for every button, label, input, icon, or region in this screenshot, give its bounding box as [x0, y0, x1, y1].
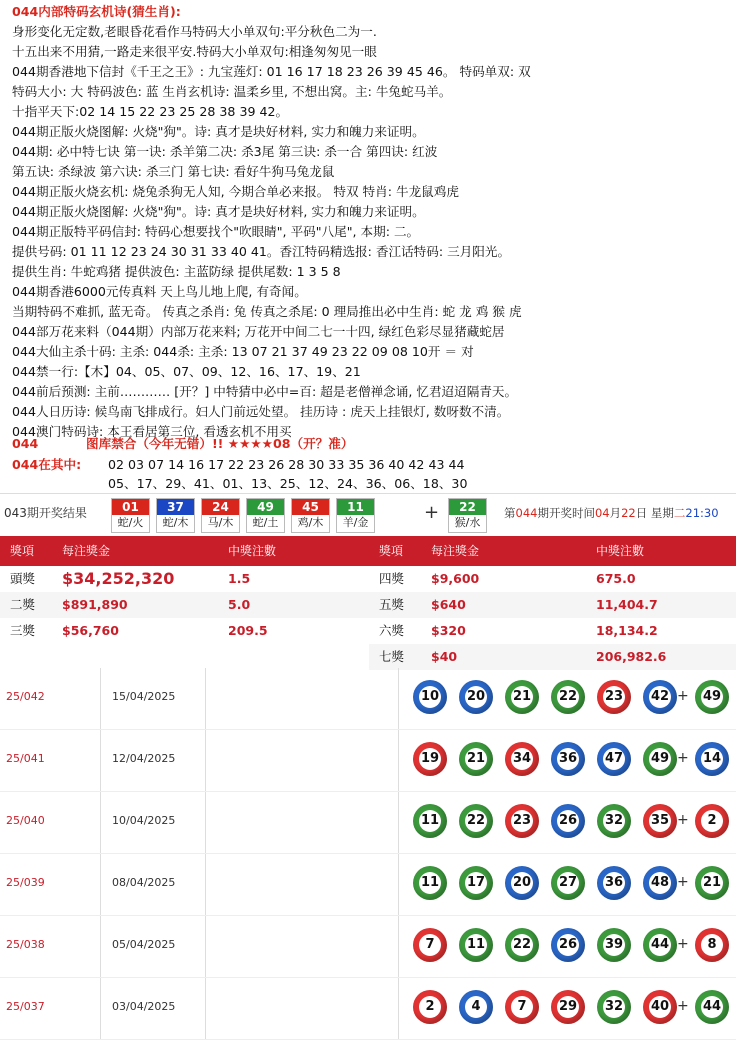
history-row — [0, 792, 736, 854]
poem-line: 提供号码: 01 11 12 23 24 30 31 33 40 41。香江特码精选报: 香江话特码: 三月阳光。 — [12, 244, 511, 259]
special-ball — [695, 990, 729, 1024]
prize-table — [0, 536, 736, 664]
prize-row-left — [0, 566, 377, 592]
ball-zodiac: 鸡/木 — [297, 516, 324, 529]
ball-number: 7 — [419, 934, 441, 956]
column-divider — [205, 668, 206, 730]
prize-count: 18,134.2 — [596, 623, 658, 638]
prize-name: 六獎 — [379, 623, 405, 638]
lottery-ball — [643, 928, 677, 962]
poem-line: 044期香港6000元传真料 天上鸟儿地上爬, 有奇闻。 — [12, 284, 307, 299]
draw-issue: 25/042 — [6, 690, 45, 703]
prize-row-right — [369, 566, 736, 592]
ball-zodiac: 羊/金 — [342, 516, 369, 529]
ball-number: 48 — [649, 872, 671, 894]
ball-number: 29 — [557, 996, 579, 1018]
poem-line: 044部万花来料（044期）内部万花来料; 万花开中间二七一十四, 绿红色彩尽显猪藏蛇居 — [12, 324, 505, 339]
draw-label: 043期开奖结果 — [4, 506, 87, 520]
special-ball — [695, 680, 729, 714]
draw-ball — [111, 498, 150, 533]
prize-name: 四獎 — [379, 571, 405, 586]
lottery-ball — [459, 742, 493, 776]
column-divider — [205, 978, 206, 1040]
prize-header: 獎項 — [379, 544, 404, 558]
poem-line: 提供生肖: 牛蛇鸡猪 提供波色: 主蓝防绿 提供尾数: 1 3 5 8 — [12, 264, 341, 279]
column-divider — [100, 668, 101, 730]
lottery-ball — [459, 804, 493, 838]
prize-row-right — [369, 644, 736, 670]
prize-count: 206,982.6 — [596, 649, 667, 664]
ball-number: 35 — [649, 810, 671, 832]
poem-line: 044期正版火烧图解: 火烧"狗"。诗: 真才是块好材料, 实力和魄力来证明。 — [12, 204, 425, 219]
plus-sign: + — [677, 874, 689, 890]
ball-number: 21 — [465, 748, 487, 770]
prize-row-right — [369, 618, 736, 644]
lottery-ball — [505, 928, 539, 962]
draw-ball — [336, 498, 375, 533]
special-ball — [695, 928, 729, 962]
prize-name: 二獎 — [10, 597, 36, 612]
ball-number: 10 — [419, 686, 441, 708]
prize-amount: $34,252,320 — [62, 569, 175, 588]
lottery-ball — [597, 990, 631, 1024]
lottery-ball — [551, 680, 585, 714]
ball-number: 7 — [511, 996, 533, 1018]
ball-number: 40 — [649, 996, 671, 1018]
column-divider — [100, 792, 101, 854]
poem-line: 044期正版火烧图解: 火烧"狗"。诗: 真才是块好材料, 实力和魄力来证明。 — [12, 124, 425, 139]
column-divider — [100, 916, 101, 978]
lottery-ball — [597, 928, 631, 962]
lottery-ball — [551, 866, 585, 900]
lottery-ball — [459, 866, 493, 900]
poem-line: 044期正版火烧玄机: 烧兔杀狗无人知, 今期合单必来报。 特双 特肖: 牛龙鼠鸡虎 — [12, 184, 459, 199]
ball-number: 2 — [419, 996, 441, 1018]
plus-sign: + — [677, 688, 689, 704]
lottery-ball — [643, 804, 677, 838]
history-row — [0, 978, 736, 1040]
poem-line: 044期: 必中特七诀 第一诀: 杀羊第二决: 杀3尾 第三诀: 杀一合 第四诀: 红波 — [12, 144, 438, 159]
ball-number: 45 — [292, 499, 329, 515]
poem-line: 第五诀: 杀绿波 第六诀: 杀三门 第七诀: 看好牛狗马兔龙鼠 — [12, 164, 335, 179]
ball-number: 42 — [649, 686, 671, 708]
prize-name: 頭獎 — [10, 571, 36, 586]
prize-count: 209.5 — [228, 623, 268, 638]
draw-ball — [156, 498, 195, 533]
ball-number: 01 — [112, 499, 149, 515]
poem-line: 特码大小: 大 特码波色: 蓝 生肖玄机诗: 温柔乡里, 不想出窝。主: 牛兔蛇马羊。 — [12, 84, 452, 99]
column-divider — [100, 978, 101, 1040]
ball-zodiac: 猴/水 — [454, 516, 481, 529]
ball-number: 24 — [202, 499, 239, 515]
column-divider — [100, 854, 101, 916]
ball-number: 11 — [419, 872, 441, 894]
prize-name: 三獎 — [10, 623, 36, 638]
column-divider — [398, 792, 399, 854]
draw-date: 03/04/2025 — [112, 1000, 176, 1013]
column-divider — [398, 668, 399, 730]
plus-sign: + — [677, 812, 689, 828]
column-divider — [398, 854, 399, 916]
poem-line: 身形变化无定数,老眼昏花看作马特码大小单双句:平分秋色二为一. — [12, 24, 377, 39]
lottery-ball — [551, 804, 585, 838]
plus-sign: + — [677, 998, 689, 1014]
prize-name: 七獎 — [379, 649, 405, 664]
draw-date: 08/04/2025 — [112, 876, 176, 889]
lottery-ball — [505, 742, 539, 776]
ball-number: 22 — [449, 499, 486, 515]
ball-number: 20 — [511, 872, 533, 894]
column-divider — [398, 730, 399, 792]
ball-number: 44 — [701, 996, 723, 1018]
plus-sign: + — [677, 936, 689, 952]
history-results — [0, 668, 736, 1033]
ball-number: 47 — [603, 748, 625, 770]
poem-line: 044澳门特码诗: 本王看居第三位, 看透玄机不用买 — [12, 424, 292, 439]
ball-number: 39 — [603, 934, 625, 956]
ball-zodiac: 蛇/土 — [252, 516, 279, 529]
poem-line: 044大仙主杀十码: 主杀: 044杀: 主杀: 13 07 21 37 49 23 22 09 08 10开 ＝ 对 — [12, 344, 474, 359]
ball-number: 14 — [701, 748, 723, 770]
prize-header: 每注獎金 — [62, 544, 111, 558]
prize-count: 1.5 — [228, 571, 251, 586]
history-row — [0, 854, 736, 916]
prize-amount: $891,890 — [62, 597, 128, 612]
ball-number: 49 — [247, 499, 284, 515]
ball-number: 26 — [557, 810, 579, 832]
ball-number: 22 — [465, 810, 487, 832]
ball-number: 22 — [511, 934, 533, 956]
lottery-ball — [505, 680, 539, 714]
draw-issue: 25/040 — [6, 814, 45, 827]
ball-number: 44 — [649, 934, 671, 956]
special-ball — [695, 742, 729, 776]
ball-number: 11 — [465, 934, 487, 956]
poem-line: 十指平天下:02 14 15 22 23 25 28 38 39 42。 — [12, 104, 289, 119]
column-divider — [398, 916, 399, 978]
lottery-ball — [597, 742, 631, 776]
ball-number: 11 — [419, 810, 441, 832]
ball-number: 22 — [557, 686, 579, 708]
lottery-ball — [551, 990, 585, 1024]
banner-text: 图库禁合（今年无错）!! ★★★★08（开？准） — [86, 436, 354, 451]
prize-count: 5.0 — [228, 597, 251, 612]
lottery-ball — [551, 742, 585, 776]
column-divider — [398, 978, 399, 1040]
draw-date: 12/04/2025 — [112, 752, 176, 765]
ball-number: 17 — [465, 872, 487, 894]
prize-amount: $40 — [431, 649, 458, 664]
lottery-ball — [505, 866, 539, 900]
poem-line: 十五出来不用猜,一路走来很平安.特码大小单双句:相逢匆匆见一眼 — [12, 44, 377, 59]
special-ball — [695, 866, 729, 900]
poem-line: 044禁一行:【木】04、05、07、09、12、16、17、19、21 — [12, 364, 361, 379]
banner-issue: 044 — [12, 436, 39, 451]
lottery-ball — [413, 866, 447, 900]
ball-number: 19 — [419, 748, 441, 770]
ball-number: 37 — [157, 499, 194, 515]
history-row — [0, 916, 736, 978]
prize-amount: $56,760 — [62, 623, 119, 638]
prize-header: 中獎注數 — [596, 544, 645, 558]
prize-header: 每注獎金 — [431, 544, 480, 558]
lottery-ball — [505, 804, 539, 838]
lottery-ball — [413, 742, 447, 776]
ball-number: 8 — [701, 934, 723, 956]
poem-line: 044期香港地下信封《千王之王》: 九宝莲灯: 01 16 17 18 23 26 39 45 46。 特码单双: 双 — [12, 64, 531, 79]
lottery-ball — [597, 804, 631, 838]
prize-count: 675.0 — [596, 571, 636, 586]
next-draw-info: 第044期开奖时间04月22日 星期二21:30 — [504, 506, 719, 520]
prize-header-bg — [0, 536, 377, 566]
history-row — [0, 730, 736, 792]
special-ball — [695, 804, 729, 838]
column-divider — [100, 730, 101, 792]
number-row: 05、17、29、41、01、13、25、12、24、36、06、18、30 — [108, 476, 468, 491]
lottery-ball — [505, 990, 539, 1024]
lottery-ball — [459, 990, 493, 1024]
column-divider — [205, 730, 206, 792]
poem-line: 044内部特码玄机诗(猜生肖): — [12, 4, 181, 19]
in-it-label: 044在其中: — [12, 457, 82, 472]
number-row: 02 03 07 14 16 17 22 23 26 28 30 33 35 36 40 42 43 44 — [108, 457, 465, 472]
ball-number: 23 — [511, 810, 533, 832]
latest-draw-bar — [0, 493, 736, 534]
lottery-ball — [413, 990, 447, 1024]
draw-issue: 25/041 — [6, 752, 45, 765]
ball-number: 34 — [511, 748, 533, 770]
poem-line: 044人日历诗: 候鸟南飞排成行。妇人门前远处望。 挂历诗 : 虎天上挂银灯, 数呀数不清。 — [12, 404, 510, 419]
draw-ball — [291, 498, 330, 533]
ball-number: 20 — [465, 686, 487, 708]
column-divider — [205, 854, 206, 916]
draw-date: 15/04/2025 — [112, 690, 176, 703]
history-row — [0, 668, 736, 730]
ball-number: 11 — [337, 499, 374, 515]
lottery-ball — [551, 928, 585, 962]
column-divider — [205, 792, 206, 854]
lottery-ball — [597, 866, 631, 900]
poem-line: 044前后预测: 主前………… [开？] 中特猜中必中=百: 超是老僧禅念诵, 忆君迢迢隔青天。 — [12, 384, 518, 399]
draw-issue: 25/039 — [6, 876, 45, 889]
poem-line: 当期特码不难抓, 蓝无奇。 传真之杀肖: 兔 传真之杀尾: 0 理局推出必中生肖: 蛇 龙 鸡 猴 虎 — [12, 304, 522, 319]
prize-amount: $320 — [431, 623, 466, 638]
ball-number: 23 — [603, 686, 625, 708]
lottery-ball — [643, 742, 677, 776]
plus-sign: + — [677, 750, 689, 766]
lottery-ball — [597, 680, 631, 714]
draw-ball — [201, 498, 240, 533]
ball-number: 27 — [557, 872, 579, 894]
ball-number: 32 — [603, 810, 625, 832]
plus-sign: + — [424, 502, 440, 523]
prize-row-right — [369, 592, 736, 618]
lottery-ball — [413, 680, 447, 714]
poem-line: 044期正版特平码信封: 特码心想要找个"吹眼睛", 平码"八尾", 本期: 二。 — [12, 224, 420, 239]
poem-section — [0, 0, 736, 493]
draw-ball — [246, 498, 285, 533]
ball-zodiac: 马/木 — [207, 516, 234, 529]
prize-amount: $640 — [431, 597, 466, 612]
draw-date: 10/04/2025 — [112, 814, 176, 827]
lottery-ball — [643, 680, 677, 714]
prize-row-left — [0, 592, 377, 618]
prize-row-left — [0, 618, 377, 644]
column-divider — [205, 916, 206, 978]
lottery-ball — [643, 866, 677, 900]
prize-header: 獎項 — [10, 544, 35, 558]
ball-number: 26 — [557, 934, 579, 956]
prize-amount: $9,600 — [431, 571, 480, 586]
ball-number: 21 — [511, 686, 533, 708]
special-ball — [448, 498, 487, 533]
prize-count: 11,404.7 — [596, 597, 658, 612]
draw-issue: 25/038 — [6, 938, 45, 951]
ball-number: 49 — [649, 748, 671, 770]
lottery-ball — [459, 928, 493, 962]
prize-header-bg — [369, 536, 736, 566]
lottery-ball — [413, 804, 447, 838]
prize-name: 五獎 — [379, 597, 405, 612]
ball-number: 4 — [465, 996, 487, 1018]
prize-header: 中獎注數 — [228, 544, 277, 558]
draw-date: 05/04/2025 — [112, 938, 176, 951]
ball-number: 32 — [603, 996, 625, 1018]
ball-number: 36 — [557, 748, 579, 770]
lottery-ball — [643, 990, 677, 1024]
draw-issue: 25/037 — [6, 1000, 45, 1013]
ball-number: 49 — [701, 686, 723, 708]
ball-number: 36 — [603, 872, 625, 894]
lottery-ball — [413, 928, 447, 962]
ball-number: 21 — [701, 872, 723, 894]
lottery-ball — [459, 680, 493, 714]
ball-number: 2 — [701, 810, 723, 832]
ball-zodiac: 蛇/火 — [117, 516, 144, 529]
ball-zodiac: 蛇/木 — [162, 516, 189, 529]
